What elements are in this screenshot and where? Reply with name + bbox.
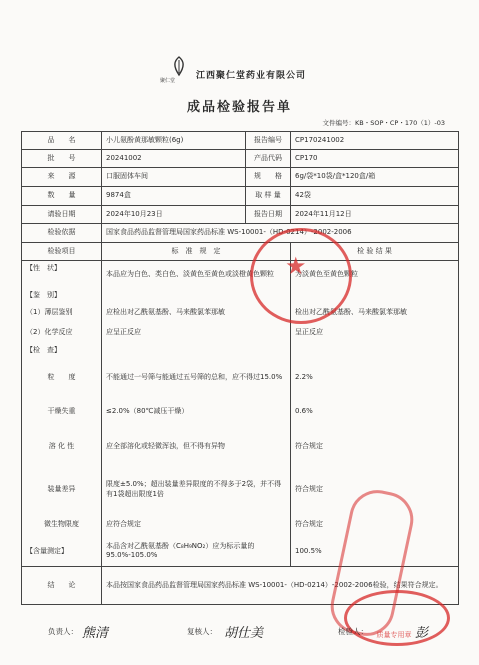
result-header: 检 验 结 果 bbox=[291, 243, 459, 261]
item-cell: 粒 度 bbox=[22, 359, 102, 397]
responsible-signature: 熊清 bbox=[82, 626, 109, 641]
request-date-label: 请验日期 bbox=[22, 206, 102, 224]
quantity-value: 9874盒 bbox=[102, 187, 246, 206]
result-row bbox=[22, 343, 459, 359]
result-row bbox=[22, 359, 459, 397]
report-no-value: CP170241002 bbox=[291, 132, 459, 150]
spec-label: 规 格 bbox=[246, 168, 291, 187]
source-label: 来 源 bbox=[22, 168, 102, 187]
result-row bbox=[22, 427, 459, 467]
standard-cell: 不能通过一号筛与能通过五号筛的总和，应不得过15.0% bbox=[102, 359, 291, 397]
basis-value: 国家食品药品监督管理局国家药品标准 WS-10001-（HD-0214）-2002-2006 bbox=[102, 224, 459, 243]
batch-value: 20241002 bbox=[102, 150, 246, 168]
standard-cell: 应检出对乙酰氨基酚、马来酸氯苯那敏 bbox=[102, 303, 291, 323]
report-no-label: 报告编号 bbox=[246, 132, 291, 150]
item-cell: （2）化学反应 bbox=[22, 323, 102, 343]
info-row bbox=[22, 132, 459, 150]
responsible-label: 负责人： bbox=[48, 627, 78, 636]
result-cell: 呈正反应 bbox=[291, 323, 459, 343]
result-row bbox=[22, 289, 459, 303]
document-title: 成品检验报告单 bbox=[186, 100, 292, 115]
file-number: 文件编号：KB・SOP・CP・170（1）-03 bbox=[322, 119, 445, 127]
standard-cell bbox=[102, 343, 291, 359]
item-cell: （1）薄层鉴别 bbox=[22, 303, 102, 323]
inspector-label: 检验人： bbox=[338, 627, 368, 636]
item-cell: 溶 化 性 bbox=[22, 427, 102, 467]
result-cell: 符合规定 bbox=[291, 467, 459, 513]
result-cell: 0.6% bbox=[291, 397, 459, 427]
source-value: 口服固体车间 bbox=[102, 168, 246, 187]
request-date-value: 2024年10月23日 bbox=[102, 206, 246, 224]
result-cell: 符合规定 bbox=[291, 427, 459, 467]
result-cell: 检出对乙酰氨基酚、马来酸氯苯那敏 bbox=[291, 303, 459, 323]
results-header-row bbox=[22, 243, 459, 261]
standard-cell: 本品应为白色、类白色、淡黄色至黄色或淡橙黄色颗粒 bbox=[102, 261, 291, 289]
product-label: 品 名 bbox=[22, 132, 102, 150]
result-row bbox=[22, 397, 459, 427]
info-row bbox=[22, 187, 459, 206]
info-row bbox=[22, 168, 459, 187]
item-cell: 【含量测定】 bbox=[22, 537, 102, 567]
basis-row bbox=[22, 224, 459, 243]
item-cell: 【检 查】 bbox=[22, 343, 102, 359]
result-cell: 2.2% bbox=[291, 359, 459, 397]
logo-text: 聚仁堂 bbox=[160, 78, 176, 84]
standard-cell: ≤2.0%（80℃减压干燥） bbox=[102, 397, 291, 427]
standard-cell: 本品含对乙酰氨基酚（C₈H₉NO₂）应为标示量的95.0%-105.0% bbox=[102, 537, 291, 567]
info-row bbox=[22, 150, 459, 168]
item-header: 检验项目 bbox=[22, 243, 102, 261]
reviewer-signature: 胡仕美 bbox=[224, 626, 264, 641]
standard-header: 标 准 规 定 bbox=[102, 243, 291, 261]
result-cell: 100.5% bbox=[291, 537, 459, 567]
result-cell bbox=[291, 343, 459, 359]
reviewer-label: 复核人： bbox=[187, 627, 217, 636]
conclusion-text: 本品按国家食品药品监督管理局国家药品标准 WS-10001-（HD-0214）-2002-2006检验，结果符合规定。 bbox=[102, 567, 459, 605]
sample-value: 42袋 bbox=[291, 187, 459, 206]
basis-label: 检验依据 bbox=[22, 224, 102, 243]
standard-cell: 应全部溶化或轻微浑浊，但不得有异物 bbox=[102, 427, 291, 467]
code-label: 产品代码 bbox=[246, 150, 291, 168]
product-value: 小儿氨酚黄那敏颗粒(6g) bbox=[102, 132, 246, 150]
company-logo-icon bbox=[168, 55, 190, 77]
info-row bbox=[22, 206, 459, 224]
result-cell: 为淡黄色至黄色颗粒 bbox=[291, 261, 459, 289]
standard-cell: 限度±5.0%；超出装量差异限度的不得多于2袋，并不得有1袋超出限度1倍 bbox=[102, 467, 291, 513]
report-date-value: 2024年11月12日 bbox=[291, 206, 459, 224]
item-cell: 装量差异 bbox=[22, 467, 102, 513]
result-row bbox=[22, 261, 459, 289]
result-row bbox=[22, 323, 459, 343]
result-cell: 符合规定 bbox=[291, 513, 459, 537]
batch-label: 批 号 bbox=[22, 150, 102, 168]
code-value: CP170 bbox=[291, 150, 459, 168]
standard-cell: 应呈正反应 bbox=[102, 323, 291, 343]
sample-label: 取 样 量 bbox=[246, 187, 291, 206]
result-row bbox=[22, 303, 459, 323]
item-cell: 【鉴 别】 bbox=[22, 289, 102, 303]
quality-stamp-text: 质量专用章 bbox=[376, 631, 412, 639]
standard-cell: 应符合规定 bbox=[102, 513, 291, 537]
star-icon: ★ bbox=[285, 252, 307, 280]
item-cell: 干燥失重 bbox=[22, 397, 102, 427]
item-cell: 微生物限度 bbox=[22, 513, 102, 537]
quantity-label: 数 量 bbox=[22, 187, 102, 206]
inspector-signature: 彭 bbox=[415, 626, 429, 641]
item-cell: 【性 状】 bbox=[22, 261, 102, 289]
report-date-label: 报告日期 bbox=[246, 206, 291, 224]
company-name: 江西聚仁堂药业有限公司 bbox=[196, 71, 307, 81]
conclusion-label: 结 论 bbox=[22, 567, 102, 605]
spec-value: 6g/袋*10袋/盒*120盒/箱 bbox=[291, 168, 459, 187]
